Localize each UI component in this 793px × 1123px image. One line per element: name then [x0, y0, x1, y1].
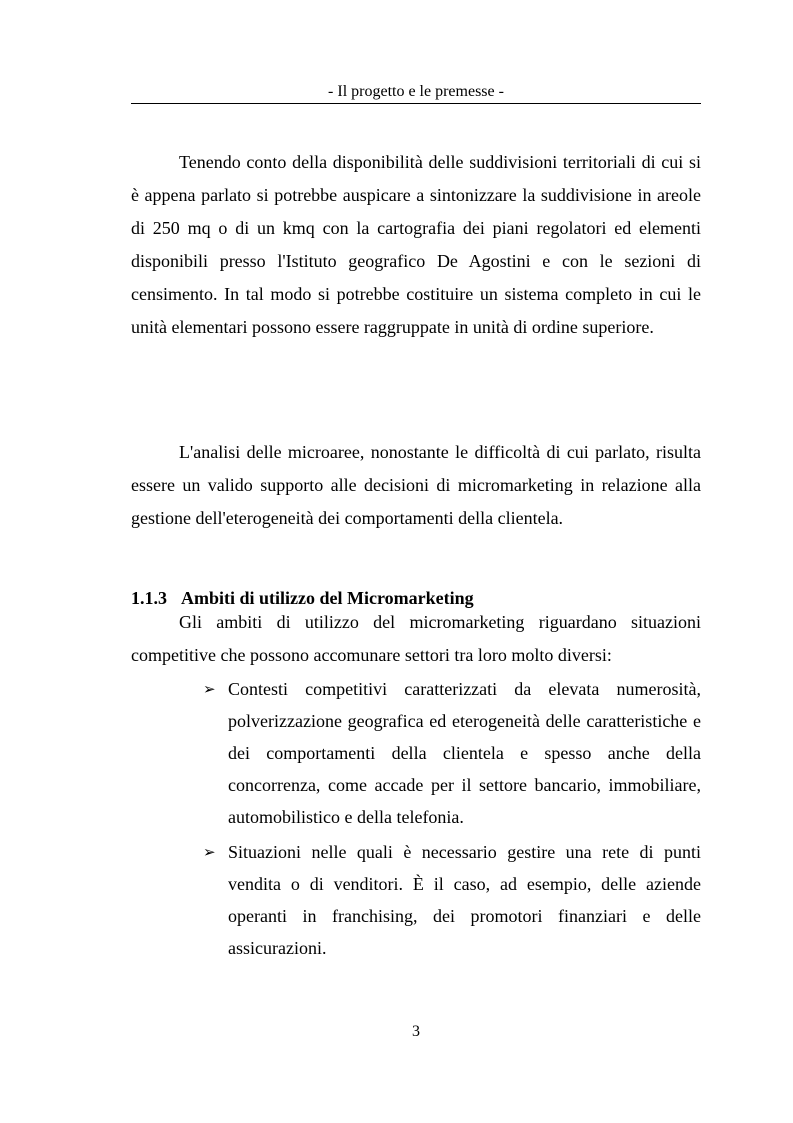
running-header: - Il progetto e le premesse - [328, 83, 504, 100]
section-title: Ambiti di utilizzo del Micromarketing [181, 588, 474, 608]
page-number: 3 [412, 1023, 420, 1040]
bullet-list [203, 673, 701, 964]
list-item-text: Situazioni nelle quali è necessario gestire una rete di punti vendita o di venditori. È il caso, ad esempio, delle aziende operanti in franchising, dei promotori finanziari e delle assicurazioni. [228, 842, 701, 958]
arrowhead-bullet-icon: ➢ [203, 680, 216, 698]
body-paragraph: Tenendo conto della disponibilità delle suddivisioni territoriali di cui si è appena parlato si potrebbe auspicare a sintonizzare la suddivisione in areole di 250 mq o di un kmq con la cartografia dei piani regolatori ed elementi disponibili presso l'Istituto geografico De Agostini e con le sezioni di censimento. In tal modo si potrebbe costituire un sistema completo in cui le unità elementari possono essere raggruppate in unità di ordine superiore. [131, 152, 701, 337]
list-item [203, 836, 701, 964]
list-item [203, 673, 701, 833]
arrowhead-bullet-icon: ➢ [203, 843, 216, 861]
header-rule [131, 103, 701, 104]
section-intro-paragraph: Gli ambiti di utilizzo del micromarketing riguardano situazioni competitive che possono accomunare settori tra loro molto diversi: [131, 612, 701, 665]
list-item-text: Contesti competitivi caratterizzati da elevata numerosità, polverizzazione geografica ed eterogeneità delle caratteristiche e dei comportamenti della clientela e spesso anche della concorrenza, come accade per il settore bancario, immobiliare, automobilistico e della telefonia. [228, 679, 701, 827]
section-number: 1.1.3 [131, 588, 167, 608]
body-paragraph: L'analisi delle microaree, nonostante le difficoltà di cui parlato, risulta essere un valido supporto alle decisioni di micromarketing in relazione alla gestione dell'eterogeneità dei comportamenti della clientela. [131, 442, 701, 528]
